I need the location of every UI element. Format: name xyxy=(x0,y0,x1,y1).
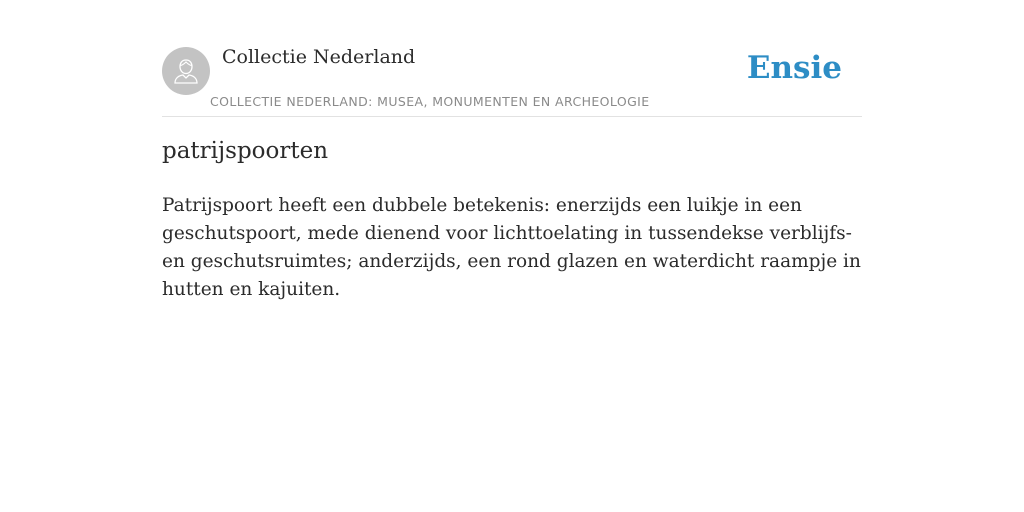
entry-title: patrijspoorten xyxy=(162,138,329,164)
entry-description: Patrijspoort heeft een dubbele betekenis: enerzijds een luikje in een geschutspoort, mede dienend voor lichttoelating in tussendekse verblijfs- en geschutsruimtes; anderzijds, een rond glazen en waterdicht raampje in hutten en kajuiten. xyxy=(162,195,861,300)
author-name[interactable]: Collectie Nederland xyxy=(222,46,416,68)
user-icon xyxy=(171,56,201,86)
source-label[interactable]: COLLECTIE NEDERLAND: MUSEA, MONUMENTEN EN ARCHEOLOGIE xyxy=(210,94,650,109)
brand-logo[interactable]: Ensie xyxy=(746,50,842,86)
entry-header xyxy=(162,40,862,117)
avatar[interactable] xyxy=(162,47,210,95)
